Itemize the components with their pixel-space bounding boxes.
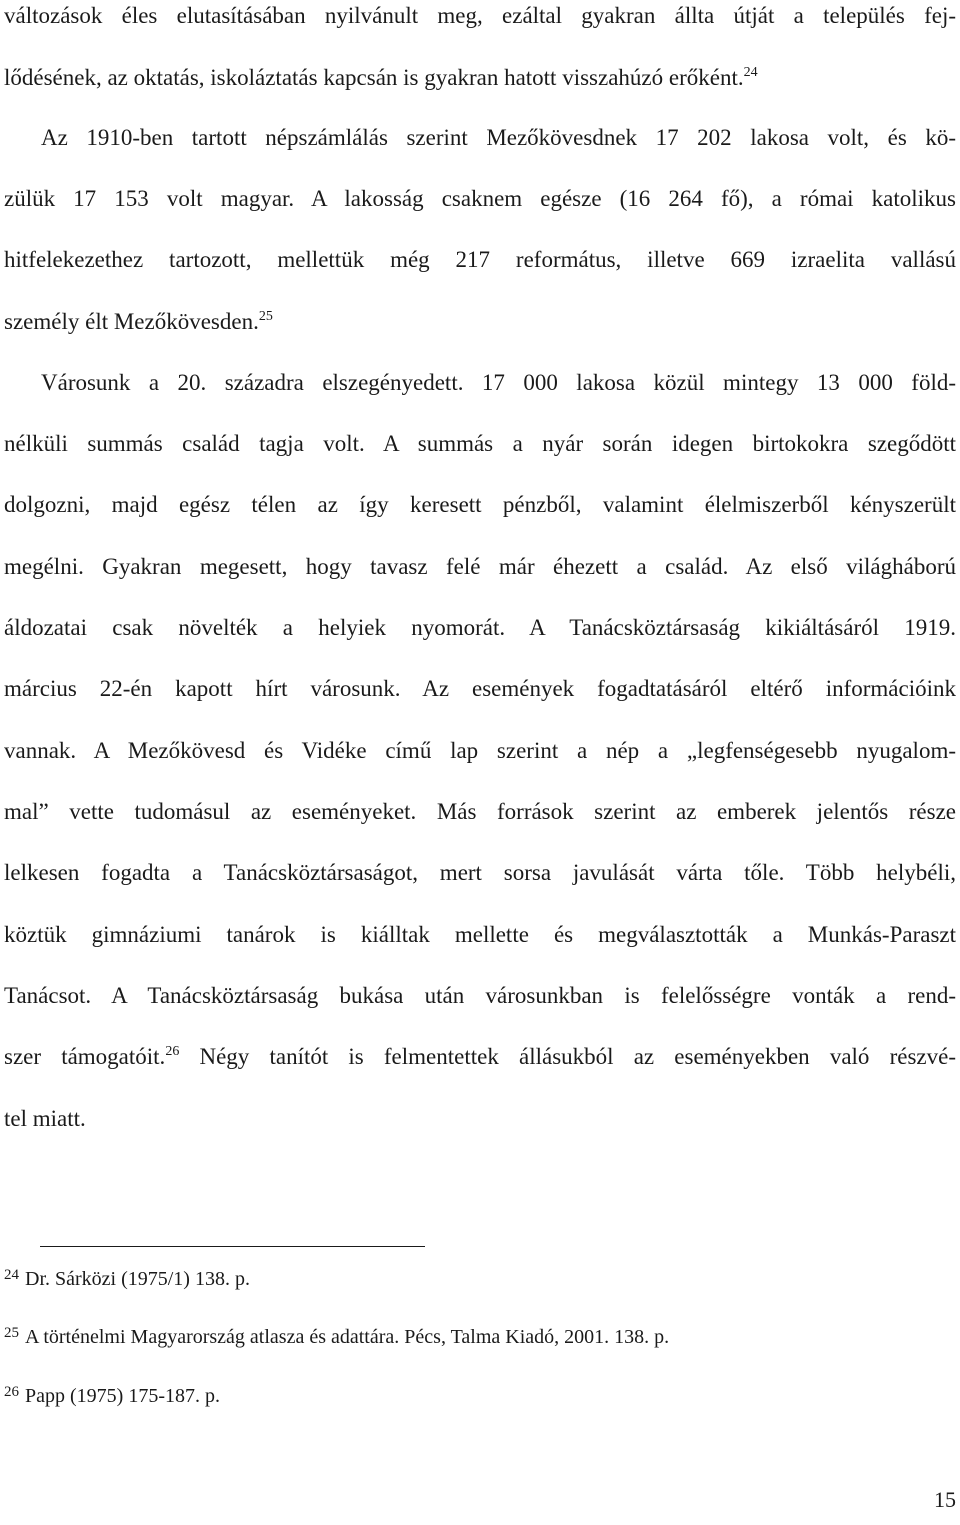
text-line: lelkesen fogadta a Tanácsköztársaságot, mert sorsa javulását várta tőle. Több helybéli, — [4, 860, 956, 885]
footnote-number: 26 — [4, 1384, 19, 1400]
footnote — [4, 1266, 250, 1292]
text-line: mal” vette tudomásul az eseményeket. Más források szerint az emberek jelentős része — [4, 799, 956, 824]
text-line: Tanácsot. A Tanácsköztársaság bukása után városunkban is felelősségre vonták a rend- — [4, 983, 956, 1008]
text-line: szer támogatóit.$^{26}$ Négy tanítót is felmentettek állásukból az eseményekben való részvé- — [4, 1044, 956, 1069]
footnote-text: Papp (1975) 175-187. p. — [25, 1385, 220, 1407]
text-line: változások éles elutasításában nyilvánult meg, ezáltal gyakran állta útját a település fej- — [4, 3, 956, 28]
footnote-separator — [40, 1246, 425, 1247]
text-line: személy élt Mezőkövesden.$^{25}$ — [4, 309, 273, 334]
text-line: hitfelekezethez tartozott, mellettük még 217 református, illetve 669 izraelita vallású — [4, 247, 956, 272]
footnote-ref[interactable]: 25 — [258, 309, 273, 324]
text-line: tel miatt. — [4, 1106, 86, 1131]
text-line: megélni. Gyakran megesett, hogy tavasz felé már éhezett a család. Az első világháború — [4, 554, 956, 579]
page-number: 15 — [934, 1487, 956, 1512]
text-line: Városunk a 20. századra elszegényedett. 17 000 lakosa közül mintegy 13 000 föld- — [41, 370, 956, 395]
text-line: Az 1910-ben tartott népszámlálás szerint Mezőkövesdnek 17 202 lakosa volt, és kö- — [41, 125, 956, 150]
text-line: áldozatai csak növelték a helyiek nyomorát. A Tanácsköztársaság kikiáltásáról 1919. — [4, 615, 956, 640]
footnote — [4, 1324, 669, 1350]
text-line: köztük gimnáziumi tanárok is kiálltak mellette és megválasztották a Munkás-Paraszt — [4, 922, 956, 947]
text-line: lődésének, az oktatás, iskoláztatás kapcsán is gyakran hatott visszahúzó erőként.$^{24}$ — [4, 65, 758, 90]
text-line: március 22-én kapott hírt városunk. Az események fogadtatásáról eltérő információink — [4, 676, 956, 701]
text-line: nélküli summás család tagja volt. A summás a nyár során idegen birtokokra szegődött — [4, 431, 956, 456]
text-line: vannak. A Mezőkövesd és Vidéke című lap szerint a nép a „legfenségesebb nyugalom- — [4, 738, 956, 763]
text-line: zülük 17 153 volt magyar. A lakosság csaknem egésze (16 264 fő), a római katolikus — [4, 186, 956, 211]
footnote-text: Dr. Sárközi (1975/1) 138. p. — [25, 1268, 250, 1290]
footnote-number: 24 — [4, 1267, 19, 1283]
text-line: dolgozni, majd egész télen az így keresett pénzből, valamint élelmiszerből kényszerült — [4, 492, 956, 517]
footnote — [4, 1383, 220, 1409]
footnote-ref[interactable]: 26 — [165, 1044, 180, 1059]
footnote-text: A történelmi Magyarország atlasza és adattára. Pécs, Talma Kiadó, 2001. 138. p. — [25, 1326, 670, 1348]
footnote-ref[interactable]: 24 — [743, 65, 758, 80]
footnote-number: 25 — [4, 1325, 19, 1341]
